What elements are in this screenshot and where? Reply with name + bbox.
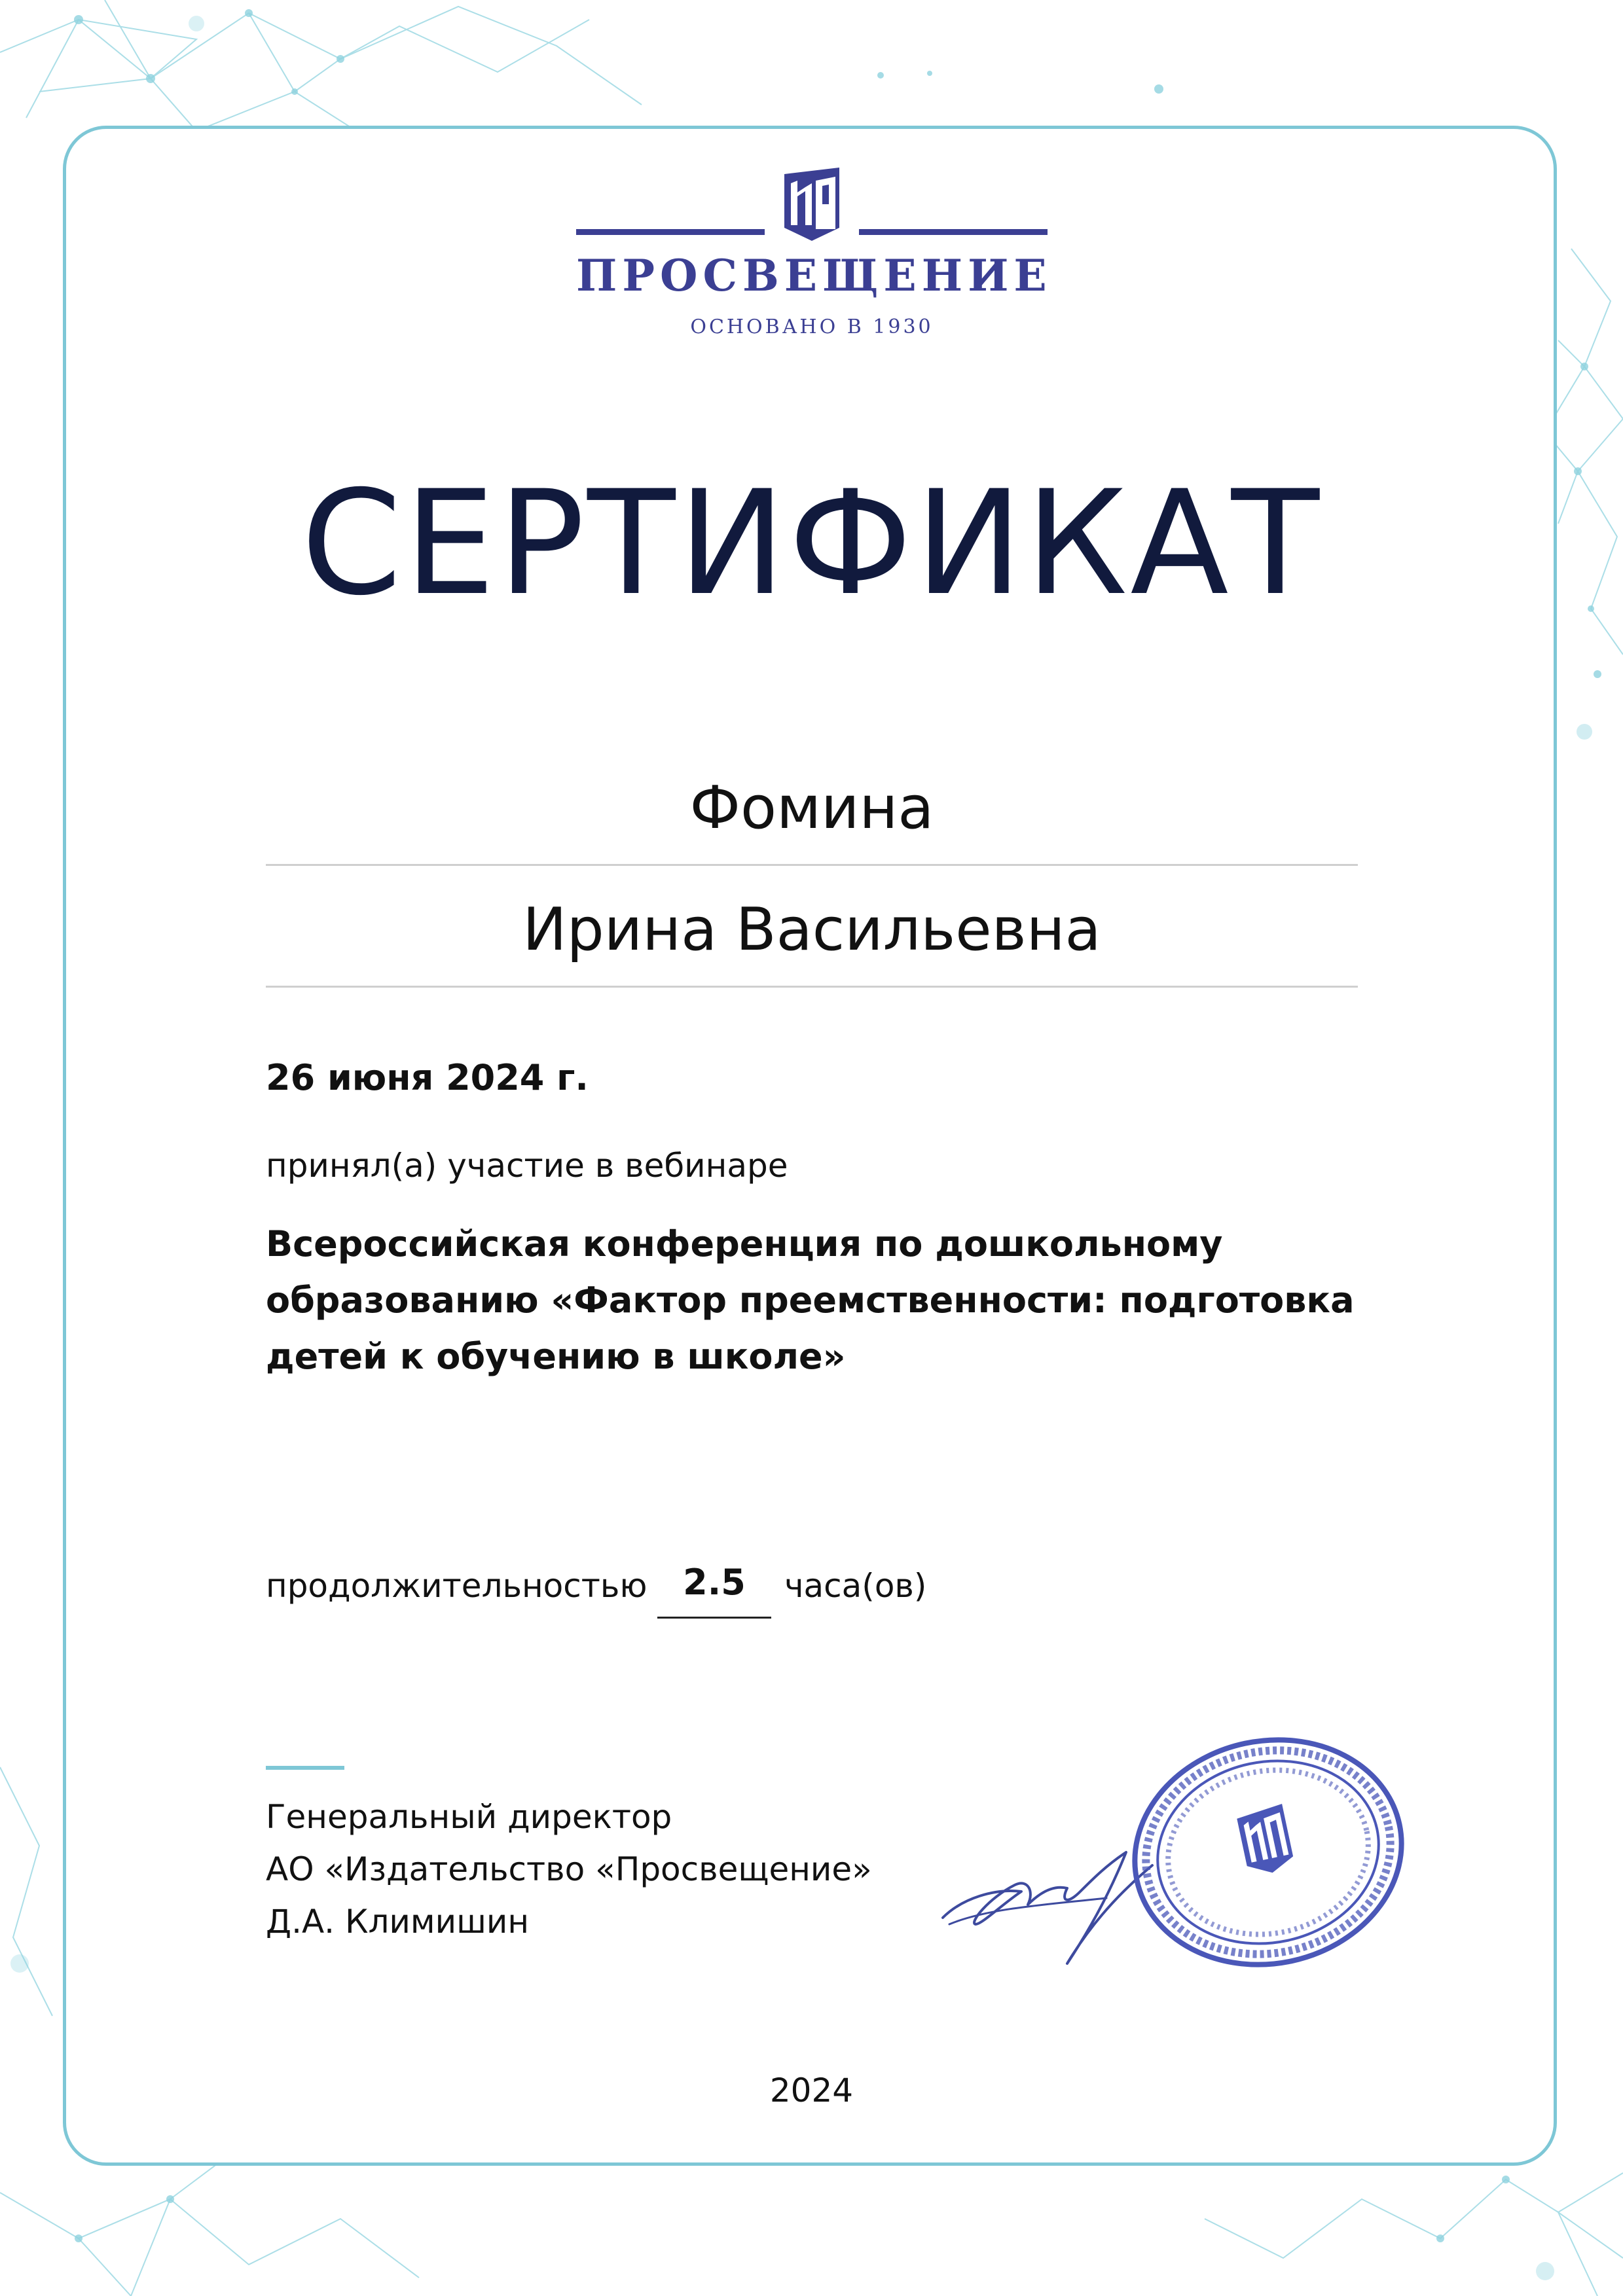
duration-unit: часа(ов) xyxy=(784,1567,927,1605)
first-name-rule xyxy=(266,986,1358,988)
recipient-first-middle-name: Ирина Васильевна xyxy=(522,895,1101,964)
duration-label: продолжительностью xyxy=(266,1567,647,1605)
logo-subtitle: ОСНОВАНО В 1930 xyxy=(690,315,934,338)
certificate-year: 2024 xyxy=(769,2072,854,2109)
certificate-title: СЕРТИФИКАТ xyxy=(301,459,1322,627)
company-seal xyxy=(1121,1728,1415,1977)
logo-rule-left xyxy=(576,229,765,235)
event-title xyxy=(266,1216,1355,1385)
duration-value: 2.5 xyxy=(683,1562,746,1603)
event-title-line: Всероссийская конференция по дошкольному xyxy=(266,1223,1223,1265)
duration-underline xyxy=(657,1617,771,1619)
publisher-logo xyxy=(576,165,1052,348)
signatory-name: Д.А. Климишин xyxy=(266,1903,530,1941)
participation-text: принял(а) участие в вебинаре xyxy=(266,1147,788,1185)
recipient-last-name: Фомина xyxy=(689,774,934,842)
event-title-line: детей к обучению в школе» xyxy=(266,1336,846,1377)
event-title-line: образованию «Фактор преемственности: подготовка xyxy=(266,1280,1355,1321)
signatory-accent-rule xyxy=(266,1766,344,1770)
logo-rule-right xyxy=(859,229,1048,235)
logo-name: ПРОСВЕЩЕНИЕ xyxy=(576,250,1052,301)
event-date: 26 июня 2024 г. xyxy=(266,1057,589,1098)
signatory-position: Генеральный директор xyxy=(266,1798,672,1836)
prosveshchenie-logo-icon xyxy=(780,165,843,242)
last-name-rule xyxy=(266,864,1358,866)
signatory-organization: АО «Издательство «Просвещение» xyxy=(266,1850,872,1888)
